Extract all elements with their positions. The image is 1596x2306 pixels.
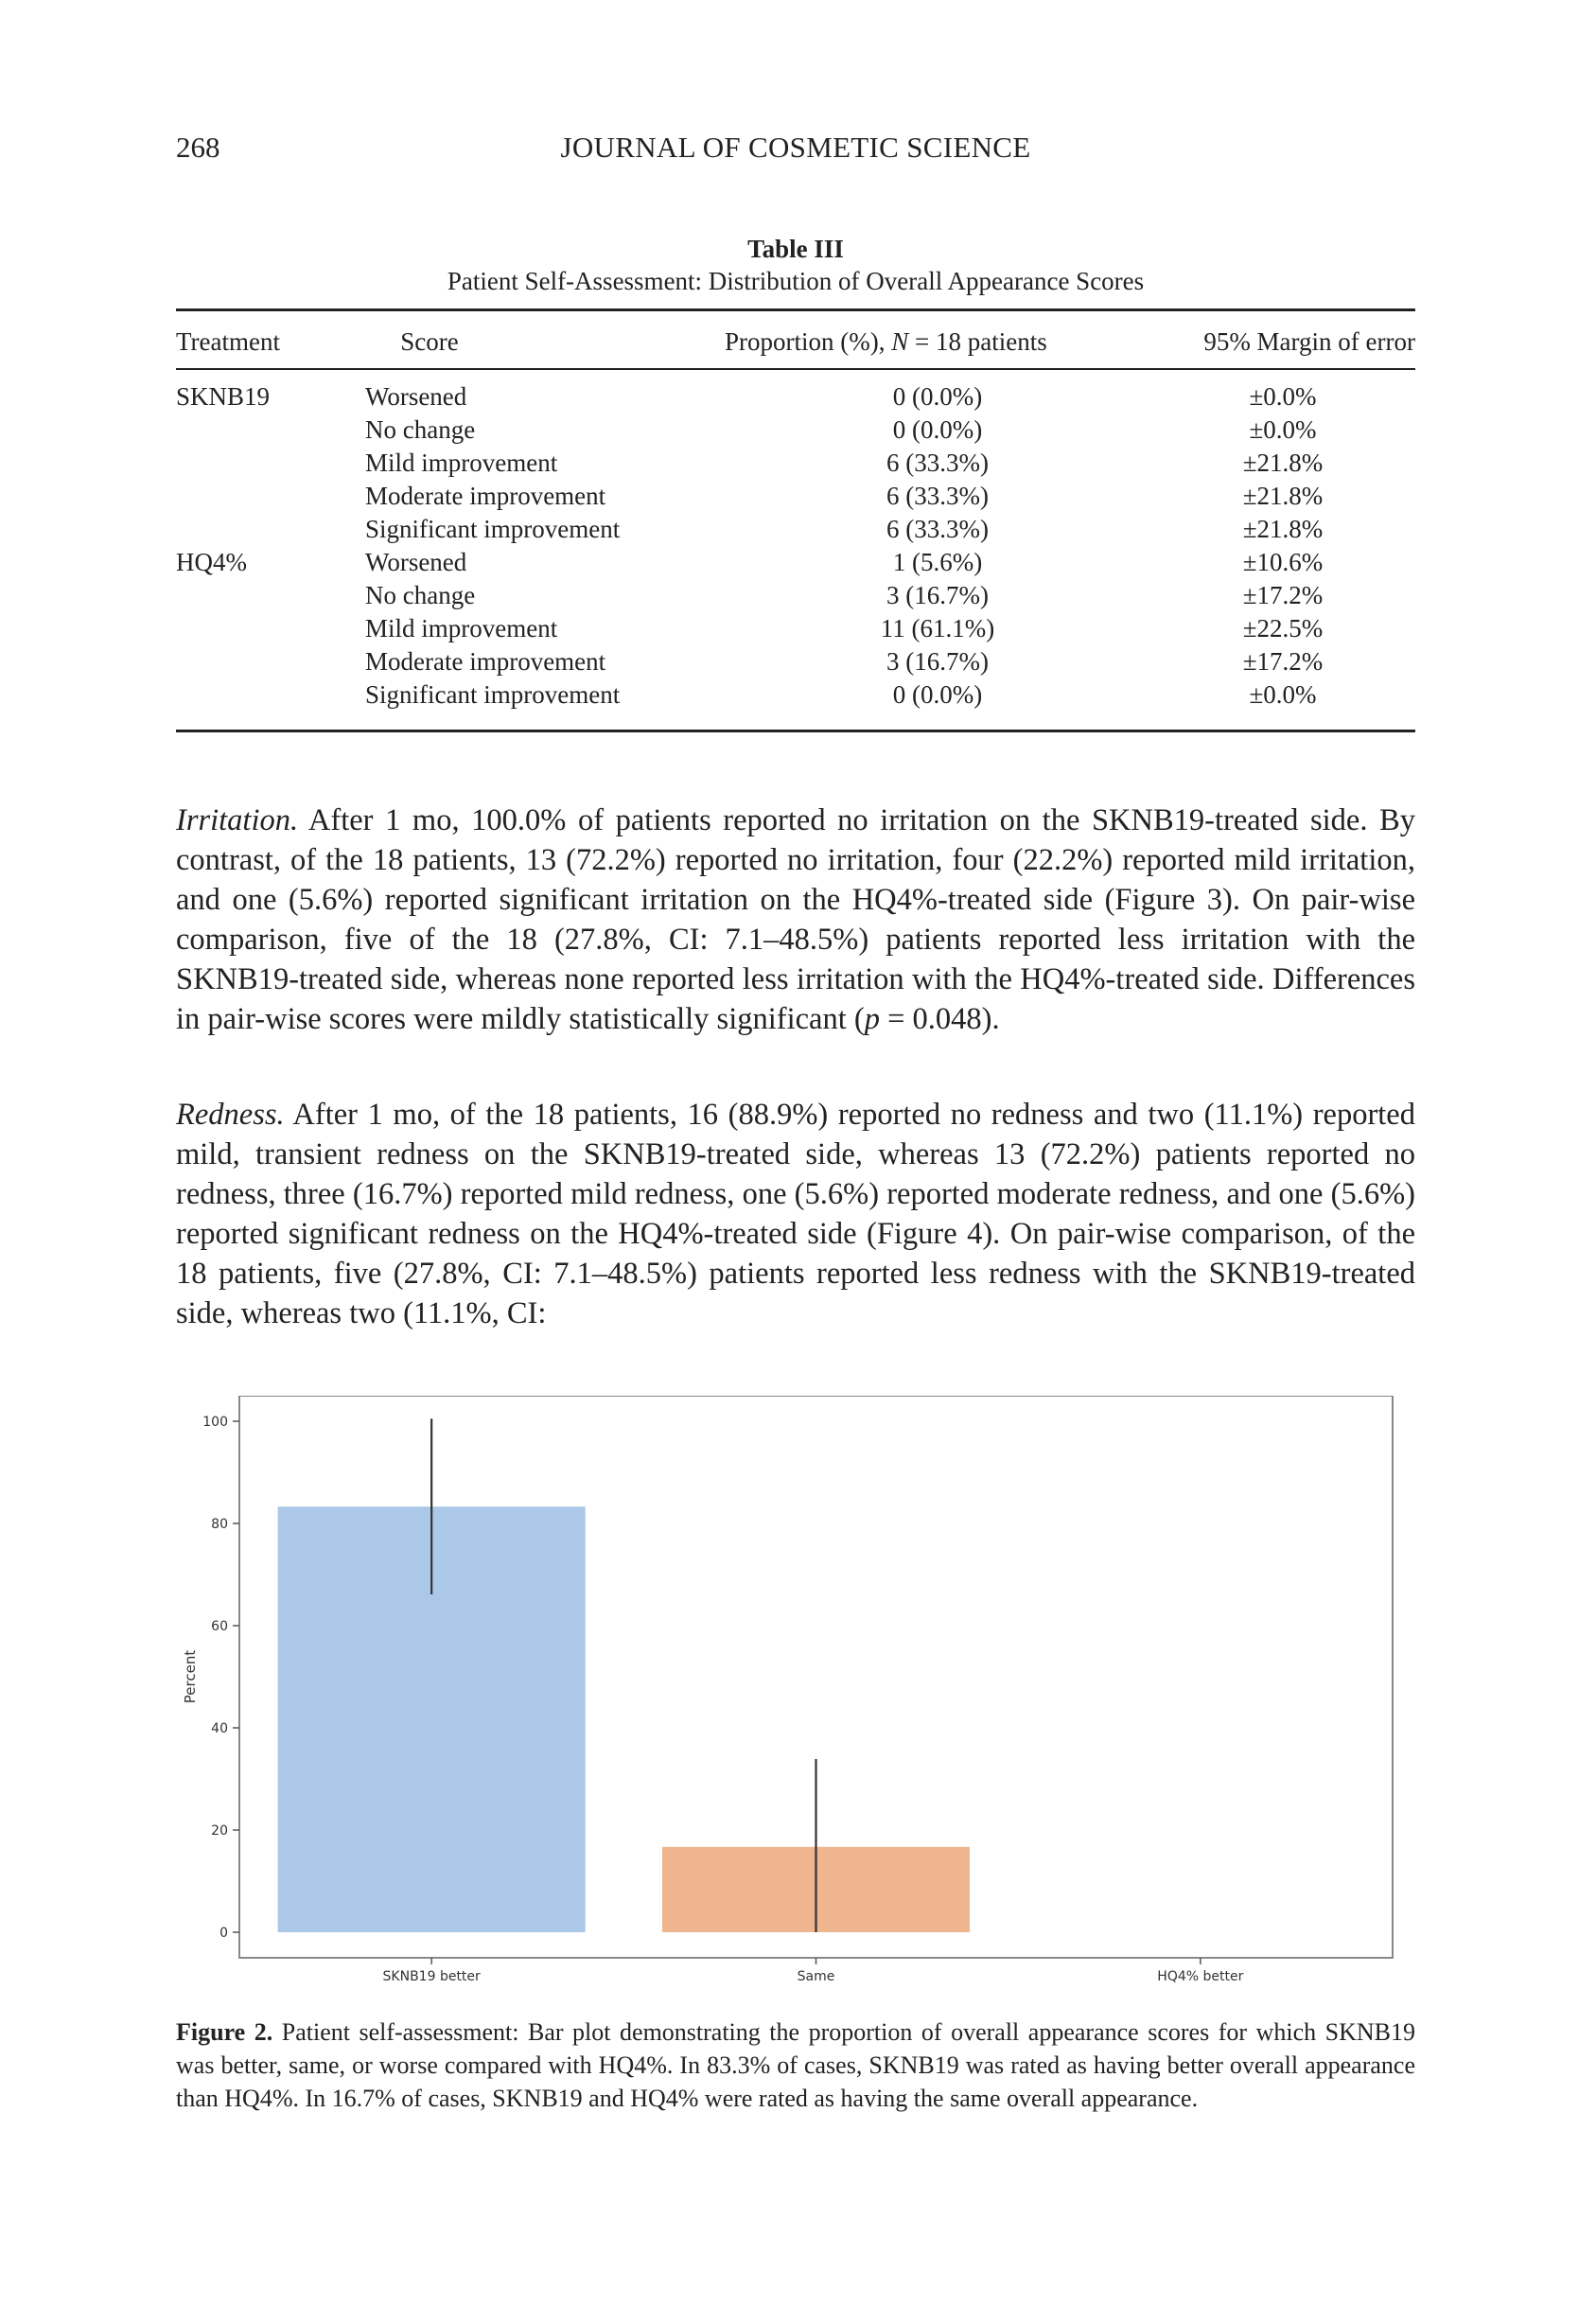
cell-margin: ±21.8% <box>1242 449 1324 477</box>
journal-title: JOURNAL OF COSMETIC SCIENCE <box>560 131 1031 164</box>
x-tick-label: HQ4% better <box>1157 1969 1244 1984</box>
table-row <box>176 482 1415 515</box>
cell-margin: ±0.0% <box>1249 680 1317 709</box>
figure-2 <box>161 1396 1419 2001</box>
cell-margin: ±17.2% <box>1242 581 1324 609</box>
cell-score: Significant improvement <box>365 680 621 709</box>
cell-score: No change <box>365 415 476 444</box>
table-row <box>176 382 1415 415</box>
header-treatment: Treatment <box>176 327 280 356</box>
cell-proportion: 3 (16.7%) <box>886 581 989 609</box>
cell-score: No change <box>365 581 476 609</box>
header-score: Score <box>400 327 459 356</box>
cell-margin: ±21.8% <box>1242 482 1324 510</box>
cell-proportion: 0 (0.0%) <box>892 415 983 444</box>
figure-label: Figure 2. <box>176 2018 273 2046</box>
header-proportion: Proportion (%), N = 18 patients <box>725 327 1047 356</box>
table-header <box>176 327 1415 361</box>
table-row <box>176 415 1415 449</box>
cell-margin: ±0.0% <box>1249 382 1317 411</box>
cell-score: Mild improvement <box>365 449 558 477</box>
table-top-rule <box>176 308 1415 311</box>
table-row <box>176 680 1415 713</box>
y-tick-label: 40 <box>211 1721 228 1736</box>
cell-score: Mild improvement <box>365 614 558 643</box>
cell-margin: ±10.6% <box>1242 548 1324 576</box>
y-tick-label: 100 <box>202 1415 228 1430</box>
table-row <box>176 548 1415 581</box>
redness-text: After 1 mo, of the 18 patients, 16 (88.9%) reported no redness and two (11.1%) reported mild, transient redness on the SKNB19-treated side, whereas 13 (72.2%) patients reported no redness, three (16.7%) reported mild redness, one (5.6%) reported moderate redness, and one (5.6%) reported significant redness on the HQ4%-treated side (Figure 4). On pair-wise comparison, of the 18 patients, five (27.8%, CI: 7.1–48.5%) patients reported less redness with the SKNB19-treated side, whereas two (11.1%, CI: <box>176 1098 1415 1330</box>
y-tick-label: 80 <box>211 1517 228 1532</box>
cell-proportion: 6 (33.3%) <box>886 482 989 510</box>
x-tick-label: Same <box>797 1969 835 1984</box>
cell-margin: ±21.8% <box>1242 515 1324 543</box>
redness-paragraph <box>176 1095 1415 1333</box>
cell-score: Moderate improvement <box>365 482 606 510</box>
table-row <box>176 614 1415 647</box>
p-value-symbol: p <box>864 1002 880 1036</box>
y-axis-label: Percent <box>182 1649 199 1704</box>
y-tick-label: 60 <box>211 1619 228 1634</box>
irritation-lead: Irritation. <box>176 803 299 837</box>
cell-proportion: 6 (33.3%) <box>886 515 989 543</box>
cell-treatment: SKNB19 <box>176 382 271 411</box>
running-head <box>176 131 1415 172</box>
cell-proportion: 6 (33.3%) <box>886 449 989 477</box>
page-number: 268 <box>176 131 220 164</box>
table-header-rule <box>176 368 1415 370</box>
cell-margin: ±0.0% <box>1249 415 1317 444</box>
cell-proportion: 0 (0.0%) <box>892 382 983 411</box>
x-tick-label: SKNB19 better <box>382 1969 481 1984</box>
y-tick-label: 20 <box>211 1823 228 1839</box>
cell-proportion: 3 (16.7%) <box>886 647 989 676</box>
table-row <box>176 647 1415 680</box>
cell-score: Significant improvement <box>365 515 621 543</box>
header-margin-of-error: 95% Margin of error <box>1203 327 1415 356</box>
irritation-text: After 1 mo, 100.0% of patients reported no irritation on the SKNB19-treated side. By contrast, of the 18 patients, 13 (72.2%) reported no irritation, four (22.2%) reported mild irritation, and one (5.6%) reported significant irritation on the HQ4%-treated side (Figure 3). On pair-wise comparison, five of the 18 (27.8%, CI: 7.1–48.5%) patients reported less irritation with the SKNB19-treated side, whereas none reported less irritation with the HQ4%-treated side. Differences in pair-wise scores were mildly statistically significant ( <box>176 803 1415 1036</box>
irritation-paragraph <box>176 801 1415 1039</box>
redness-lead: Redness. <box>176 1098 285 1132</box>
table-label: Table III <box>747 235 844 263</box>
bar-chart <box>161 1396 1419 2001</box>
figure-caption-text: Patient self-assessment: Bar plot demonstrating the proportion of overall appearance scores for which SKNB19 was better, same, or worse compared with HQ4%. In 83.3% of cases, SKNB19 was rated as having better overall appearance than HQ4%. In 16.7% of cases, SKNB19 and HQ4% were rated as having the same overall appearance. <box>176 2018 1415 2112</box>
cell-proportion: 1 (5.6%) <box>892 548 983 576</box>
cell-score: Worsened <box>365 382 467 411</box>
table-row <box>176 449 1415 482</box>
table-row <box>176 515 1415 548</box>
cell-proportion: 0 (0.0%) <box>892 680 983 709</box>
table-row <box>176 581 1415 614</box>
table-bottom-rule <box>176 730 1415 732</box>
cell-score: Worsened <box>365 548 467 576</box>
cell-margin: ±22.5% <box>1242 614 1324 643</box>
cell-score: Moderate improvement <box>365 647 606 676</box>
figure-caption <box>176 2016 1415 2115</box>
cell-proportion: 11 (61.1%) <box>880 614 995 643</box>
y-tick-label: 0 <box>219 1926 228 1941</box>
cell-margin: ±17.2% <box>1242 647 1324 676</box>
cell-treatment: HQ4% <box>176 548 247 576</box>
table-caption: Patient Self-Assessment: Distribution of Overall Appearance Scores <box>447 267 1145 295</box>
irritation-text-end: = 0.048). <box>879 1002 1000 1036</box>
